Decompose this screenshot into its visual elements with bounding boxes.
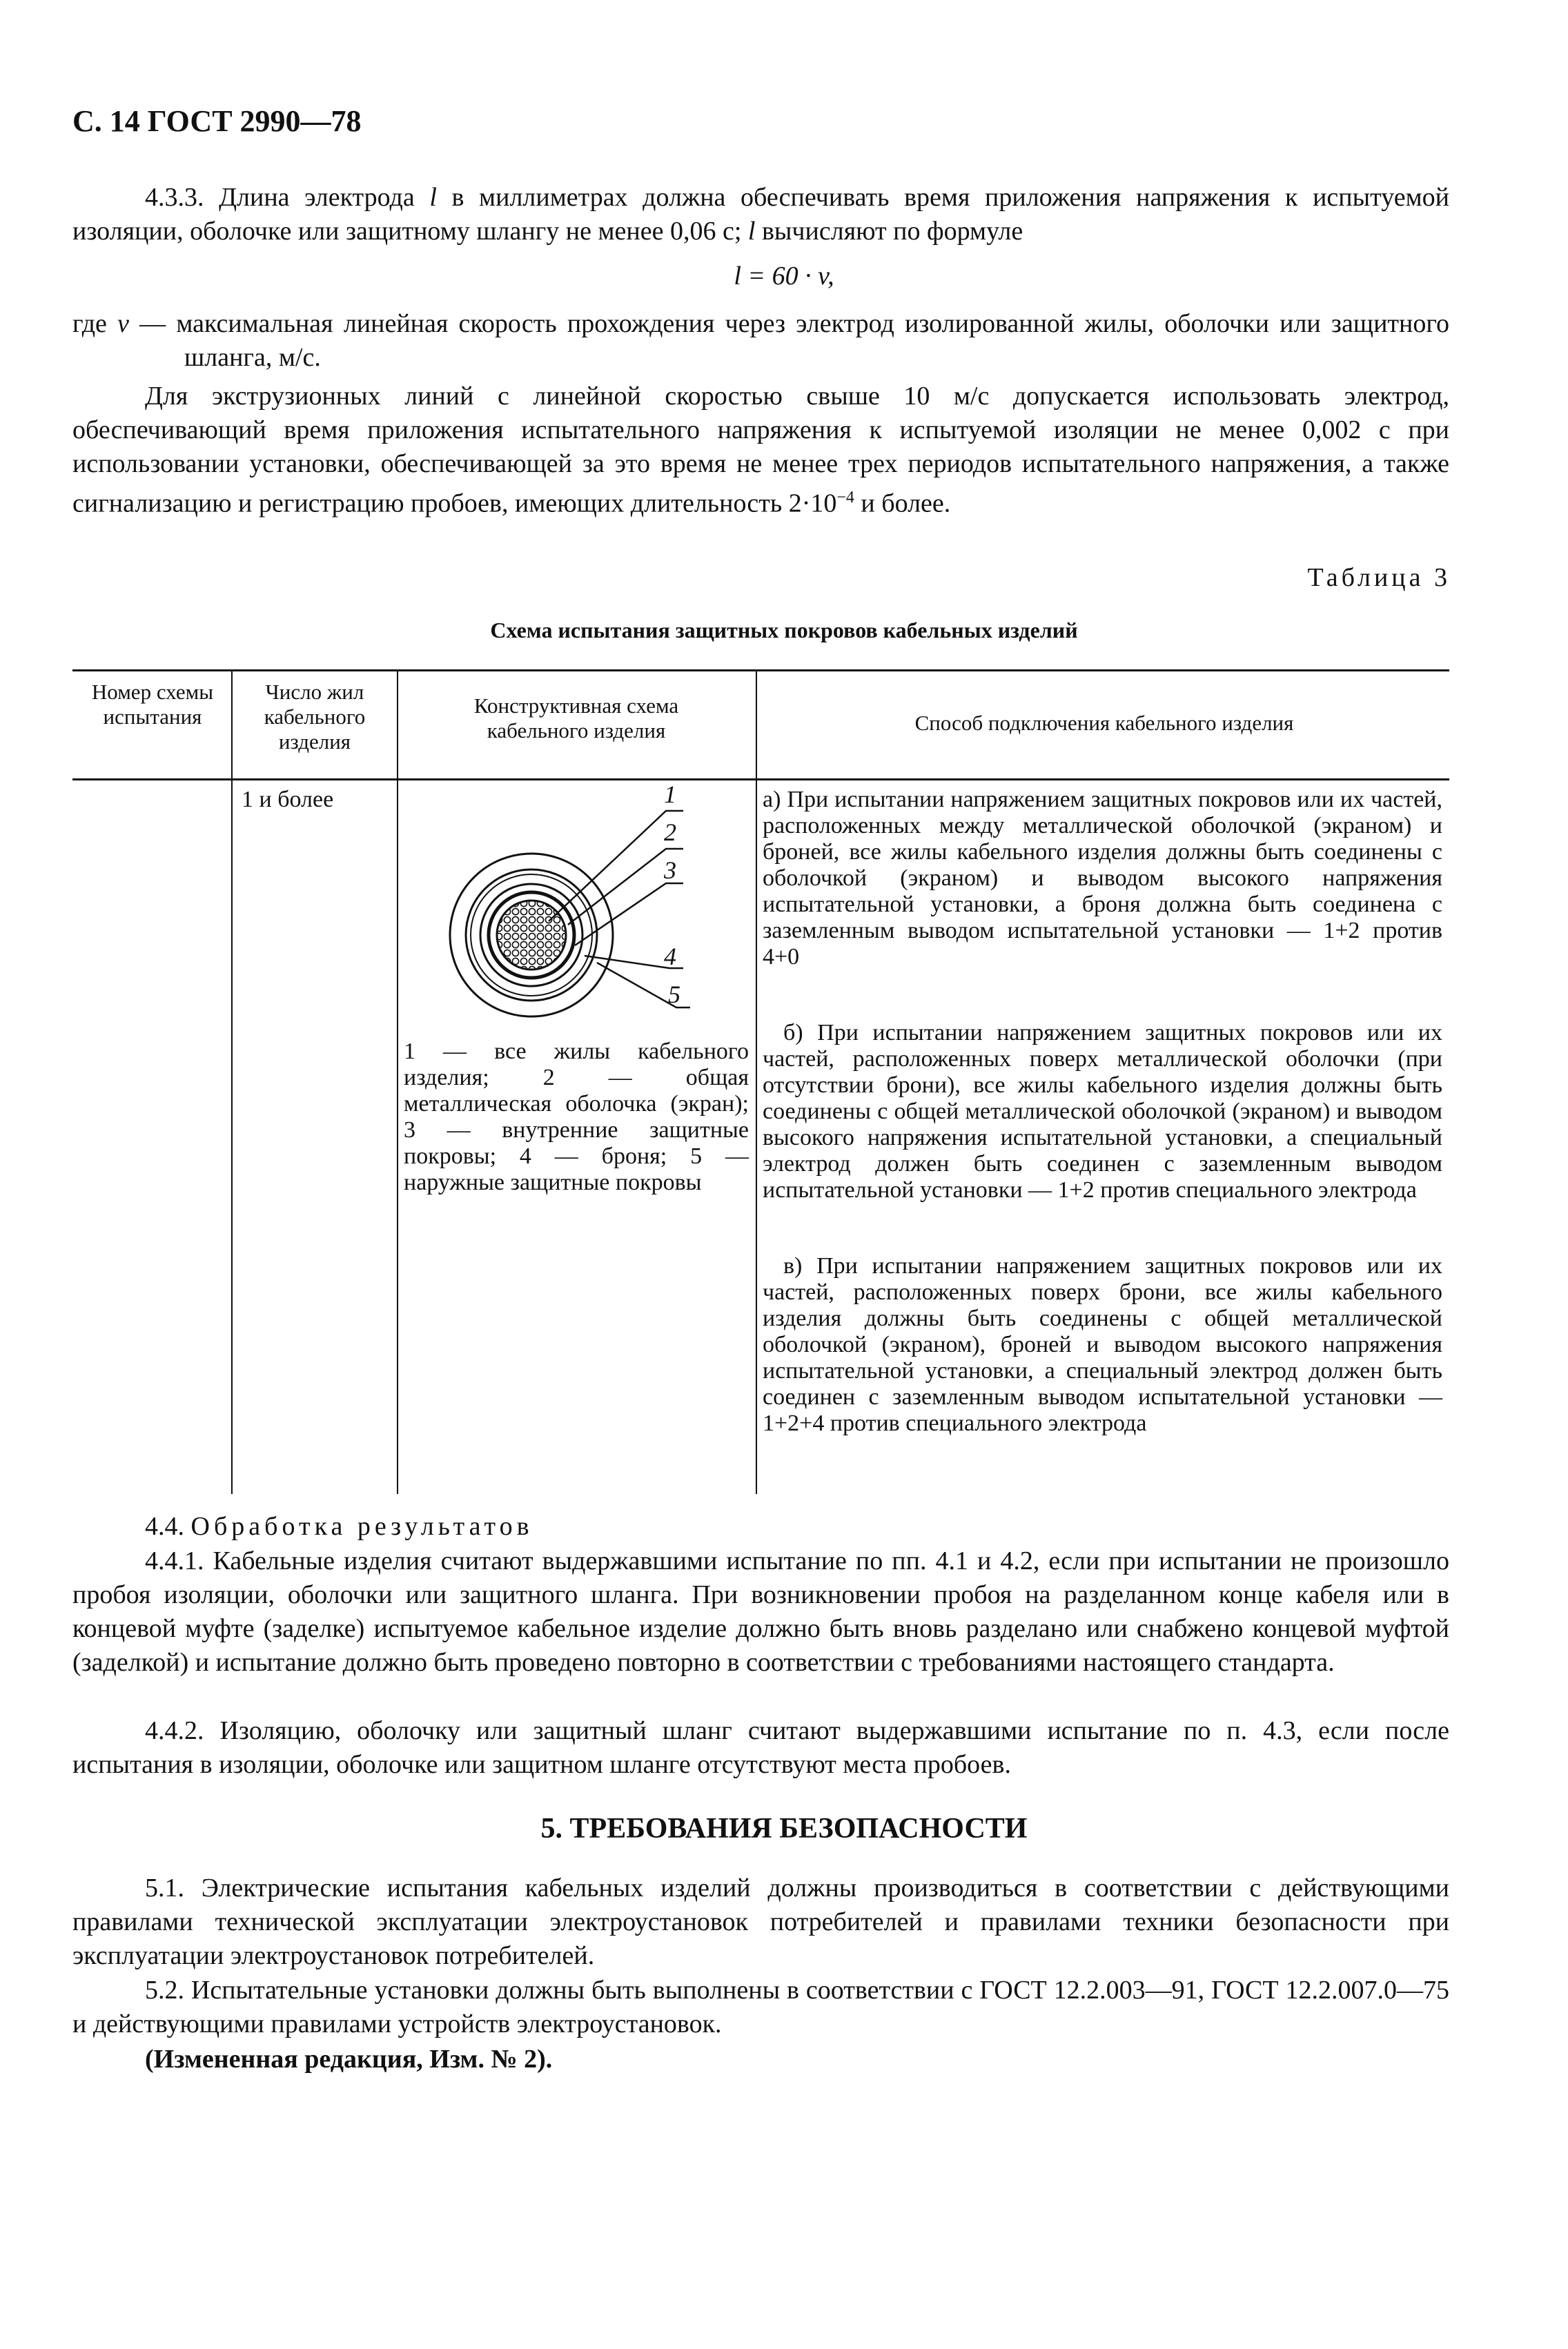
p433-rest2: вычисляют по формуле — [755, 217, 1023, 246]
where-lead: где — [72, 309, 118, 338]
table-title: Схема испытания защитных покровов кабельных изделий — [490, 618, 1078, 642]
where-clause — [72, 307, 1449, 375]
table-top-rule — [72, 669, 1449, 671]
conductor-core — [497, 901, 566, 970]
figure-label-5: 5 — [668, 981, 680, 1008]
paragraph-4-4-2: 4.4.2. Изоляцию, оболочку или защитный шланг считают выдержавшими испытание по п. 4.3, если после испытания в изоляции, оболочке или защитном шланге отсутствуют места пробоев. — [72, 1716, 1449, 1779]
where-text: — максимальная линейная скорость прохождения через электрод изолированной жилы, оболочки или защитного шланга, м/с. — [128, 309, 1449, 372]
var-v: v — [117, 309, 129, 338]
figure-label-1: 1 — [664, 780, 676, 808]
var-l: l — [429, 183, 437, 212]
amendment-note: (Измененная редакция, Изм. № 2). — [145, 2045, 553, 2074]
header-scheme-number: Номер схемы испытания — [91, 680, 214, 729]
connection-method-b: б) При испытании напряжением защитных покровов или их частей, расположенных поверх металлической оболочки (при отсутствии брони), все жилы кабельного изделия должны быть соединены с общей металлической оболочкой (экраном) и выводом высокого напряжения испытательной установки, а специальный электрод должен быть соединен с заземленным выводом испытательной установки — 1+2 против специального электрода — [763, 1020, 1442, 1203]
extrusion-text: Для экструзионных линий с линейной скоростью свыше 10 м/с допускается использовать электрод, обеспечивающий время приложения испытательного напряжения к испытуемой изоляции не менее 0,002 с при использовании установки, обеспечивающей за это время не менее трех периодов испытательного напряжения, а также сигнализацию и регистрацию пробоев, имеющих длительность 2·10 — [72, 382, 1449, 518]
extrusion-exponent: −4 — [836, 489, 854, 507]
paragraph-extrusion — [72, 380, 1449, 521]
paragraph-4-3-3 — [72, 181, 1449, 248]
page-header: С. 14 ГОСТ 2990—78 — [72, 104, 362, 138]
var-l-2: l — [747, 217, 756, 246]
table-col-divider-3 — [756, 669, 757, 1494]
table-col-divider-2 — [397, 669, 398, 1494]
cable-cross-section-diagram — [404, 783, 752, 1032]
p433-lead: 4.3.3. Длина электрода — [145, 183, 430, 212]
paragraph-4-4-1: 4.4.1. Кабельные изделия считают выдержавшими испытание по пп. 4.1 и 4.2, если при испытании не произошло пробоя изоляции, оболочки или защитного шланга. При возникновении пробоя на разделанном конце кабеля или в концевой муфте (заделке) испытуемое кабельное изделие должно быть вновь разделано или снабжено концевой муфтой (заделкой) и испытание должно быть проведено повторно в соответствии с требованиями настоящего стандарта. — [72, 1546, 1449, 1677]
table-number: Таблица 3 — [1307, 563, 1451, 592]
section-4-4-number: 4.4. — [145, 1512, 184, 1541]
header-cores: Число жил кабельного изделия — [264, 680, 366, 754]
section-5-heading: 5. ТРЕБОВАНИЯ БЕЗОПАСНОСТИ — [540, 1813, 1028, 1845]
connection-method-a: а) При испытании напряжением защитных покровов или их частей, расположенных между металлической оболочкой (экраном) и броней, все жилы кабельного изделия должны быть соединены с оболочкой (экраном) и выводом высокого напряжения испытательной установки, а броня должна быть соединена с заземленным выводом испытательной установки — 1+2 против 4+0 — [763, 787, 1442, 970]
paragraph-5-2: 5.2. Испытательные установки должны быть выполнены в соответствии с ГОСТ 12.2.003—91, ГОСТ 12.2.007.0—75 и действующими правилами устройств электроустановок. — [72, 1976, 1449, 2038]
paragraph-5-1: 5.1. Электрические испытания кабельных изделий должны производиться в соответствии с действующими правилами технической эксплуатации электроустановок потребителей и правилами техники безопасности при эксплуатации электроустановок потребителей. — [72, 1874, 1449, 1970]
section-4-4-title — [72, 1510, 1449, 1544]
figure-label-4: 4 — [664, 943, 676, 970]
connection-method-c: в) При испытании напряжением защитных покровов или их частей, расположенных поверх брони, все жилы кабельного изделия должны быть соединены с общей металлической оболочкой (экраном), броней и выводом высокого напряжения испытательной установки, а специальный электрод должен быть соединен с заземленным выводом испытательной установки — 1+2+4 против специального электрода — [763, 1253, 1442, 1436]
figure-label-2: 2 — [664, 818, 676, 846]
header-construction: Конструктивная схема кабельного изделия — [473, 694, 679, 743]
table-header-rule — [72, 778, 1449, 780]
figure-legend: 1 — все жилы кабельного изделия; 2 — общая металлическая оболочка (экран); 3 — внутренние защитные покровы; 4 — броня; 5 — наружные защитные покровы — [404, 1039, 749, 1195]
section-4-4-name: Обработка результатов — [190, 1512, 533, 1541]
extrusion-tail: и более. — [854, 489, 951, 518]
formula: l = 60 · v, — [734, 262, 834, 291]
p433-rest1: в миллиметрах должна обеспечивать время приложения напряжения к испытуемой изоляции, оболочке или защитному шлангу не менее 0,06 с; — [72, 183, 1449, 246]
header-connection: Способ подключения кабельного изделия — [914, 711, 1294, 735]
figure-label-3: 3 — [664, 856, 676, 884]
cell-cores: 1 и более — [242, 787, 334, 812]
leader-line-3 — [575, 883, 683, 945]
table-col-divider-1 — [231, 669, 233, 1494]
leader-line-1 — [549, 811, 683, 921]
